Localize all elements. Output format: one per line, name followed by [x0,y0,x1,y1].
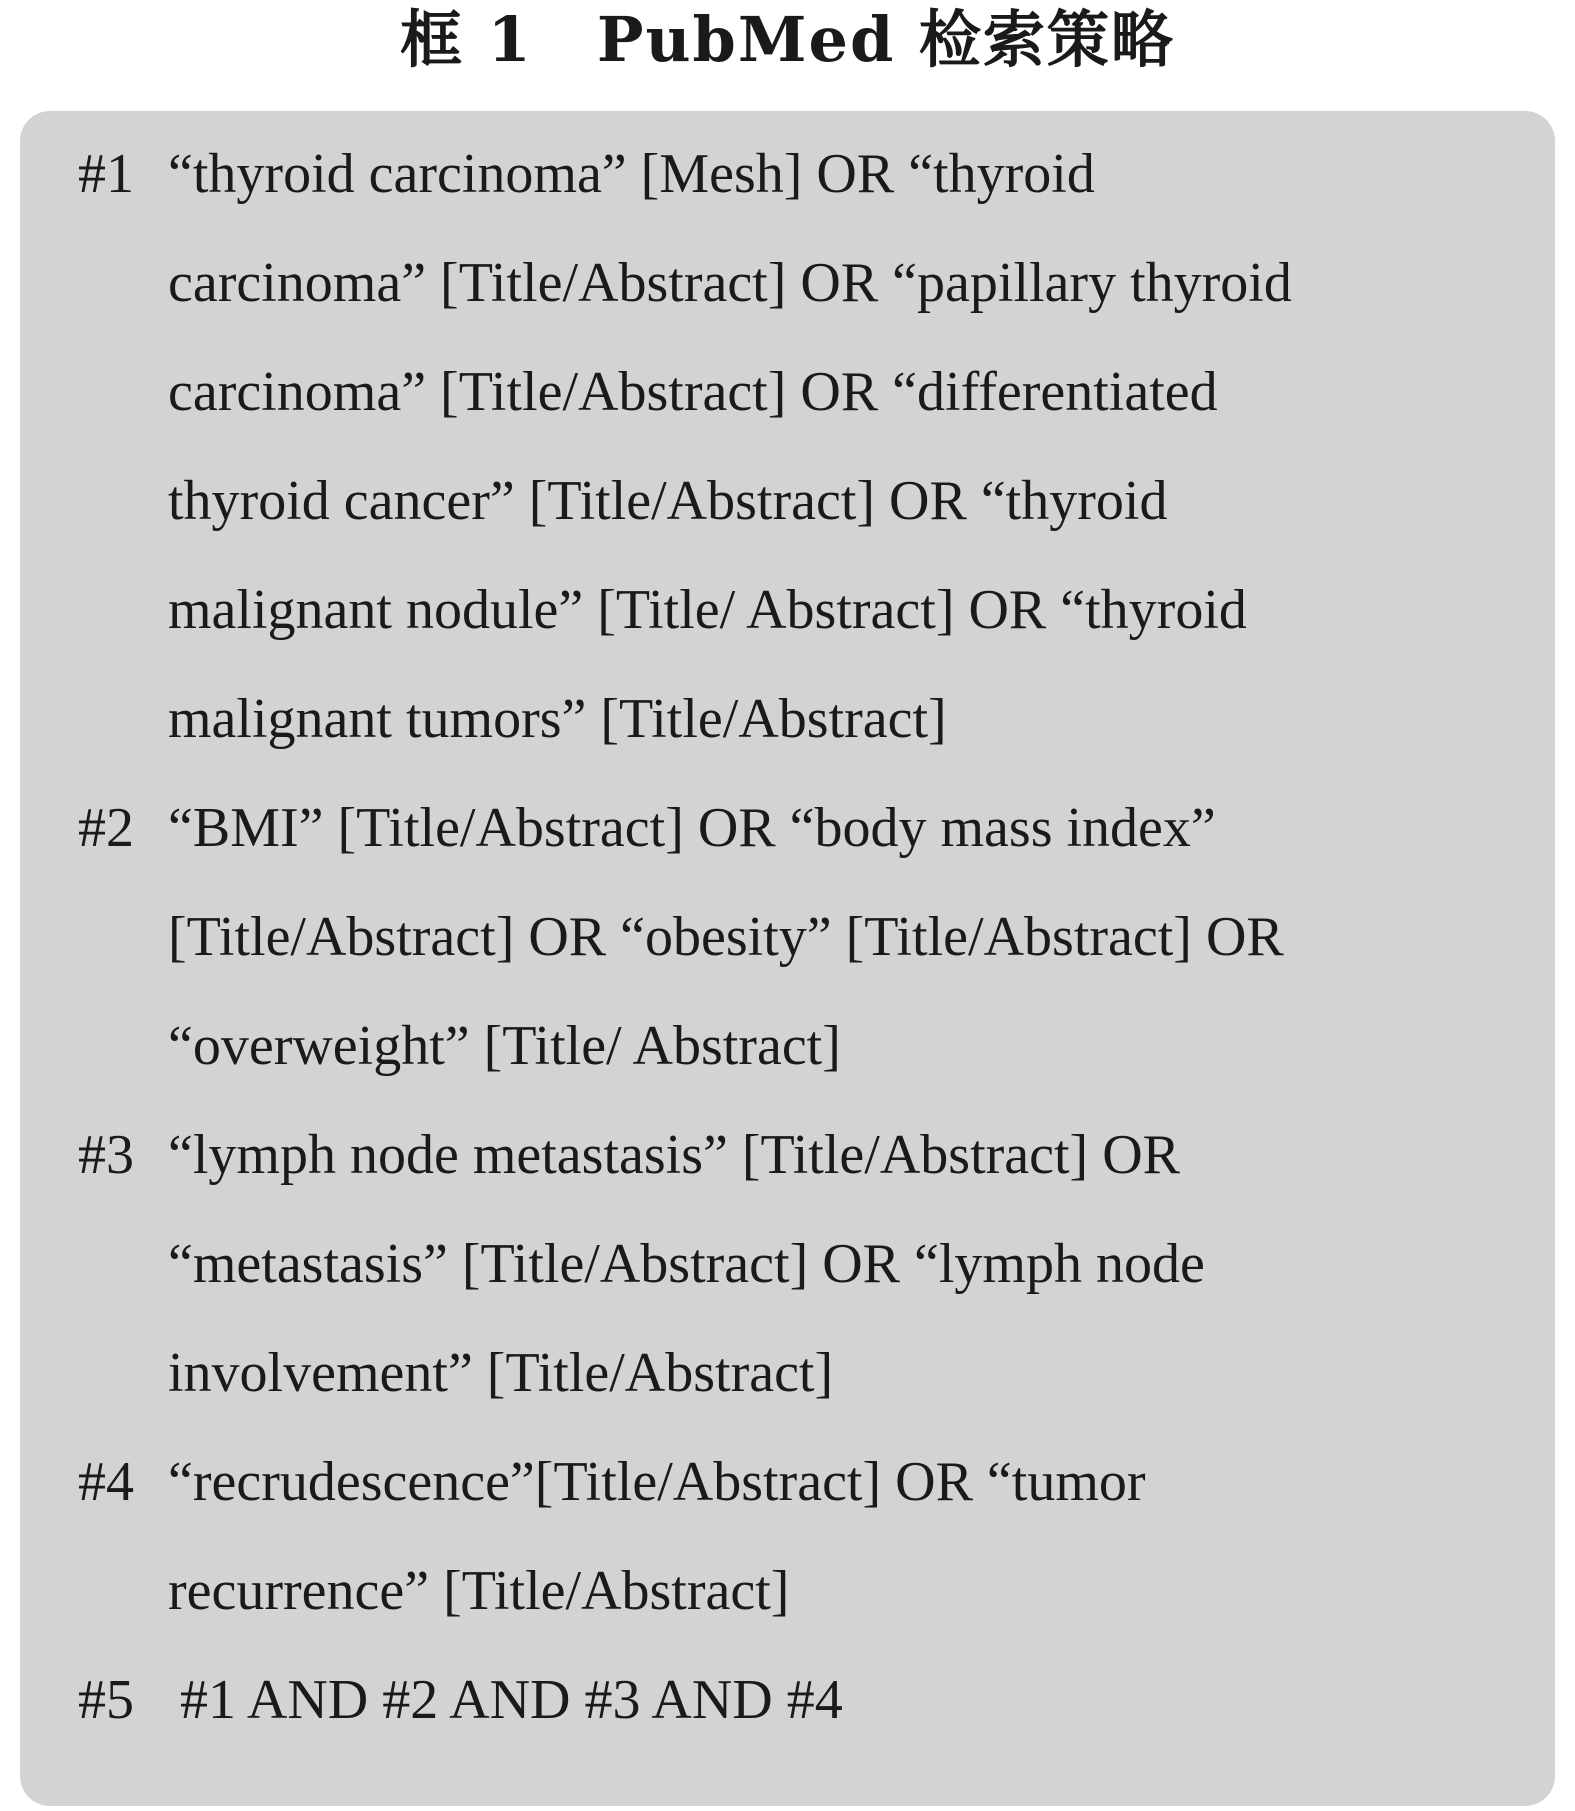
entry-query [168,774,1508,1101]
entry-id: #1 [78,143,134,205]
entry-query [168,120,1508,774]
query-line: recurrence” [Title/Abstract] [168,1560,790,1622]
query-line: “recrudescence”[Title/Abstract] OR “tumor [168,1451,1146,1513]
query-line: malignant tumors” [Title/Abstract] [168,688,947,750]
entry-query [180,1646,1520,1755]
query-line: thyroid cancer” [Title/Abstract] OR “thyroid [168,470,1168,532]
query-line: [Title/Abstract] OR “obesity” [Title/Abstract] OR [168,906,1284,968]
query-line: carcinoma” [Title/Abstract] OR “differentiated [168,361,1218,423]
query-line: “overweight” [Title/ Abstract] [168,1015,841,1077]
entry-query [168,1428,1508,1646]
entry-id: #2 [78,797,134,859]
entry-id: #3 [78,1124,134,1186]
query-line: “BMI” [Title/Abstract] OR “body mass index” [168,797,1216,859]
box-title: 框 1 PubMed 检索策略 [400,3,1175,76]
query-line: “lymph node metastasis” [Title/Abstract] OR [168,1124,1180,1186]
entry-id: #5 [78,1669,134,1731]
query-line: “thyroid carcinoma” [Mesh] OR “thyroid [168,143,1095,205]
query-line: involvement” [Title/Abstract] [168,1342,834,1404]
entry-id: #4 [78,1451,134,1513]
entry-query [168,1101,1508,1428]
query-line: malignant nodule” [Title/ Abstract] OR “thyroid [168,579,1247,641]
query-line: #1 AND #2 AND #3 AND #4 [180,1669,843,1731]
query-line: carcinoma” [Title/Abstract] OR “papillary thyroid [168,252,1292,314]
query-line: “metastasis” [Title/Abstract] OR “lymph node [168,1233,1205,1295]
search-strategy-panel [20,111,1555,1806]
